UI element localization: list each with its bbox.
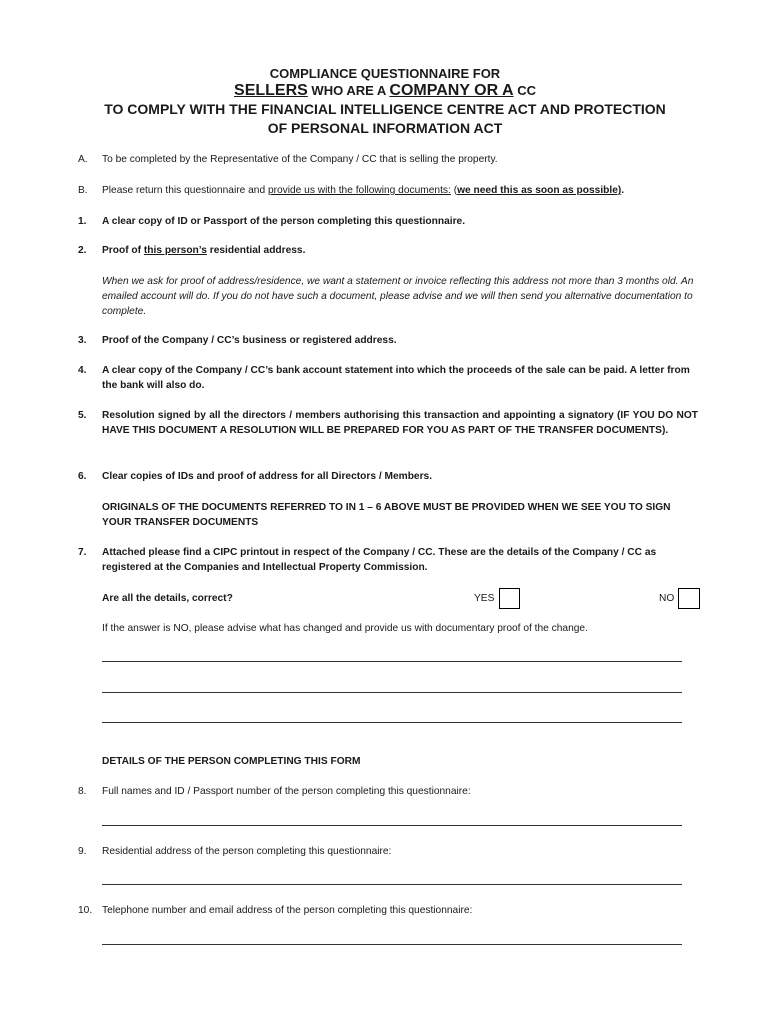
item-2-text-3: residential address. [206,245,306,256]
item-10-text: Telephone number and email address of the person completing this questionnaire: [102,905,473,916]
item-6-text: Clear copies of IDs and proof of address for all Directors / Members. [102,471,433,482]
item-6-number: 6. [78,471,87,482]
item-a-number: A. [78,154,88,165]
title-sellers: SELLERS [234,82,308,99]
item-1-number: 1. [78,216,87,227]
details-correct-question-text: Are all the details, correct? [102,593,233,604]
changes-answer-line-1[interactable] [102,661,682,662]
item-b-text-3: ( [450,185,458,196]
item-5-number: 5. [78,410,87,421]
changes-answer-line-3[interactable] [102,722,682,723]
item-9-text: Residential address of the person completing this questionnaire: [102,846,392,857]
item-a-text: To be completed by the Representative of the Company / CC that is selling the property. [102,154,498,165]
item-8-text: Full names and ID / Passport number of the person completing this questionnaire: [102,786,471,797]
no-checkbox[interactable] [678,588,700,609]
telephone-email-answer-line[interactable] [102,944,682,945]
no-label: NO [659,593,675,604]
originals-notice-text: ORIGINALS OF THE DOCUMENTS REFERRED TO IN 1 – 6 ABOVE MUST BE PROVIDED WHEN WE SEE YOU TO SIGN YOUR TRANSFER DOCUMENTS [102,502,671,528]
item-9-number: 9. [78,846,87,857]
item-2-note-text: When we ask for proof of address/residence, we want a statement or invoice reflecting this address not more than 3 months old. An emailed account will do. If you do not have such a document, please advise and we will then send you alternative documentation to complete. [102,276,694,317]
item-4-number: 4. [78,365,87,376]
item-2-text-2: this person’s [143,245,207,256]
title-company-or-a: COMPANY OR A [389,82,514,99]
item-b-text [102,183,698,198]
item-2-text [102,243,698,258]
if-no-instruction-text: If the answer is NO, please advise what has changed and provide us with documentary proof of the change. [102,623,588,634]
details-heading-text: DETAILS OF THE PERSON COMPLETING THIS FORM [102,756,361,767]
title-line-2 [0,82,770,100]
item-10-number: 10. [78,905,93,916]
title-cc: CC [513,83,536,98]
item-5-text: Resolution signed by all the directors / members authorising this transaction and appointing a signatory (IF YOU DO NOT HAVE THIS DOCUMENT A RESOLUTION WILL BE PREPARED FOR YOU AS PART OF THE TRANSFER DOCUMENTS). [102,410,698,436]
item-8-number: 8. [78,786,87,797]
full-names-answer-line[interactable] [102,825,682,826]
item-7-number: 7. [78,547,87,558]
item-7-text: Attached please find a CIPC printout in respect of the Company / CC. These are the details of the Company / CC as registered at the Companies and Intellectual Property Commission. [102,547,657,573]
item-1-text: A clear copy of ID or Passport of the person completing this questionnaire. [102,216,466,227]
title-line-1: COMPLIANCE QUESTIONNAIRE FOR [269,66,501,81]
item-b-text-2: provide us with the following documents: [267,185,451,196]
item-2-text-1: Proof of [102,245,144,256]
item-2-number: 2. [78,245,87,256]
title-who-are-a: WHO ARE A [307,83,390,98]
changes-answer-line-2[interactable] [102,692,682,693]
yes-label: YES [474,593,495,604]
item-b-text-5: . [621,185,625,196]
title-line-3: TO COMPLY WITH THE FINANCIAL INTELLIGENCE CENTRE ACT AND PROTECTION [104,101,666,117]
item-4-text: A clear copy of the Company / CC’s bank account statement into which the proceeds of the sale can be paid. A letter from the bank will also do. [102,365,690,391]
item-b-text-1: Please return this questionnaire and [102,185,268,196]
item-b-text-4: we need this as soon as possible) [457,185,622,196]
item-b-number: B. [78,185,88,196]
item-3-text: Proof of the Company / CC’s business or registered address. [102,335,397,346]
residential-address-answer-line[interactable] [102,884,682,885]
title-line-4: OF PERSONAL INFORMATION ACT [267,120,503,136]
yes-checkbox[interactable] [499,588,520,609]
item-3-number: 3. [78,335,87,346]
